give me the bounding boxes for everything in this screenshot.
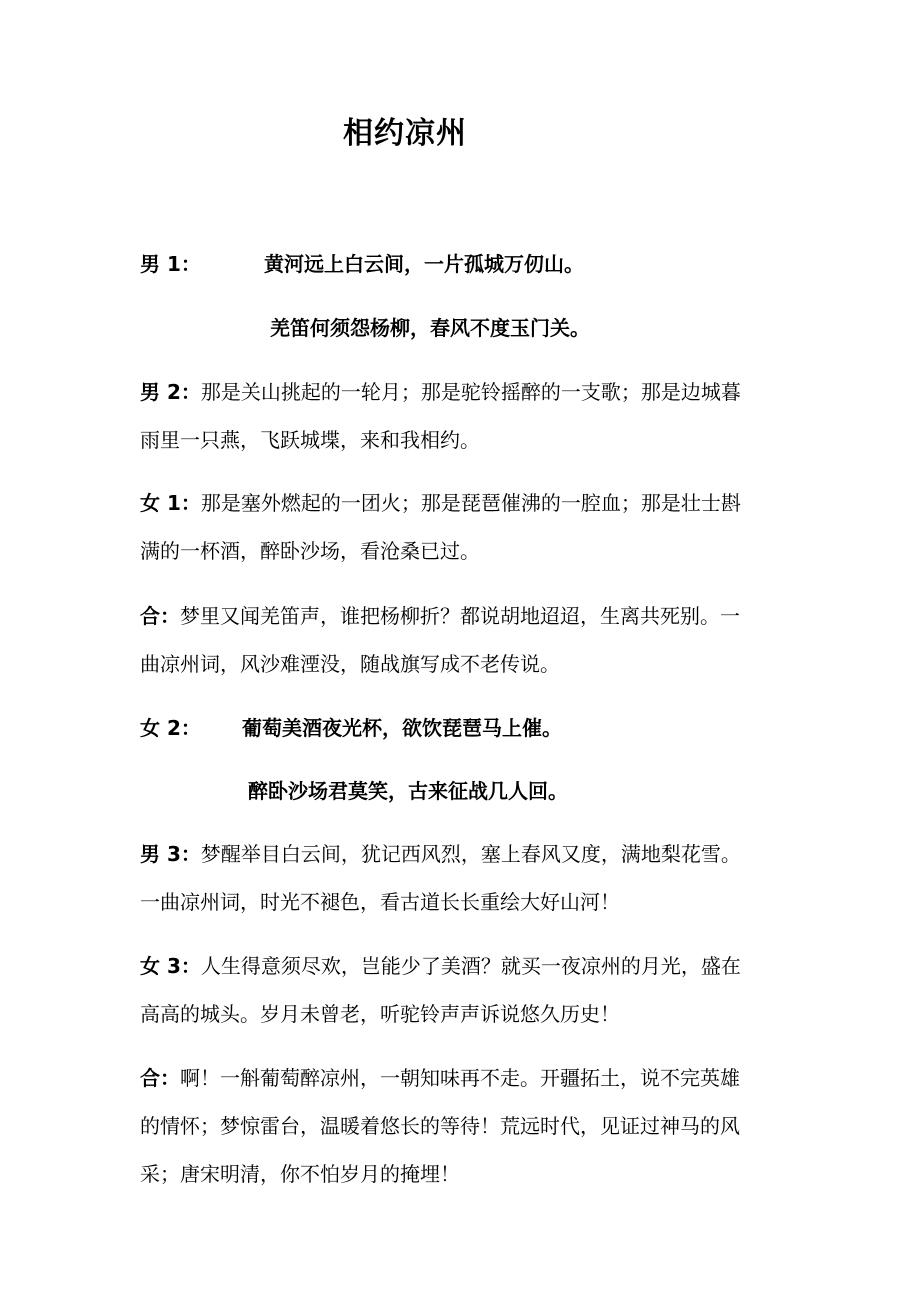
line-text: 采；唐宋明清，你不怕岁月的掩埋！ [140, 1162, 460, 1186]
line-text: 人生得意须尽欢，岂能少了美酒？就买一夜凉州的月光，盛在 [200, 954, 741, 978]
speaker-label: 男 2： [140, 380, 201, 404]
line-text: 曲凉州词，风沙难湮没，随战旗写成不老传说。 [140, 652, 560, 676]
speaker-label: 合： [140, 604, 180, 628]
line-text: 的情怀；梦惊雷台，温暖着悠长的等待！荒远时代，见证过神马的风 [140, 1114, 740, 1138]
speaker-label: 男 1： [140, 252, 201, 276]
speaker-label: 男 3： [140, 842, 201, 866]
line-text: 满的一杯酒，醉卧沙场，看沧桑已过。 [140, 539, 480, 563]
speaker-label: 合： [140, 1066, 180, 1090]
verse-line: 醉卧沙场君莫笑，古来征战几人回。 [248, 779, 568, 803]
verse-line: 葡萄美酒夜光杯，欲饮琵琶马上催。 [242, 716, 562, 740]
line-text: 高高的城头。岁月未曾老，听驼铃声声诉说悠久历史！ [140, 1002, 620, 1026]
speaker-line [140, 1062, 785, 1094]
page-title: 相约凉州 [343, 116, 467, 151]
speaker-line [140, 838, 785, 870]
line-text: 梦醒举目白云间，犹记西风烈，塞上春风又度，满地梨花雪。 [200, 842, 741, 866]
speaker-line [140, 950, 785, 982]
speaker-label: 女 1： [140, 491, 201, 515]
speaker-label: 女 2： [140, 716, 201, 740]
speaker-line [140, 487, 785, 519]
line-text: 那是关山挑起的一轮月；那是驼铃摇醉的一支歌；那是边城暮 [200, 380, 741, 404]
speaker-line [140, 376, 785, 408]
speaker-line [140, 600, 785, 632]
line-text: 梦里又闻羌笛声，谁把杨柳折？都说胡地迢迢，生离共死别。一 [180, 604, 740, 628]
line-text: 啊！一斛葡萄醉凉州，一朝知味再不走。开疆拓土，说不完英雄 [180, 1066, 740, 1090]
line-text: 那是塞外燃起的一团火；那是琵琶催沸的一腔血；那是壮士斟 [200, 491, 741, 515]
line-text: 雨里一只燕，飞跃城堞，来和我相约。 [140, 428, 480, 452]
verse-line: 羌笛何须怨杨柳，春风不度玉门关。 [270, 316, 590, 340]
verse-line: 黄河远上白云间，一片孤城万仞山。 [264, 252, 584, 276]
speaker-label: 女 3： [140, 954, 201, 978]
line-text: 一曲凉州词，时光不褪色，看古道长长重绘大好山河！ [140, 890, 620, 914]
